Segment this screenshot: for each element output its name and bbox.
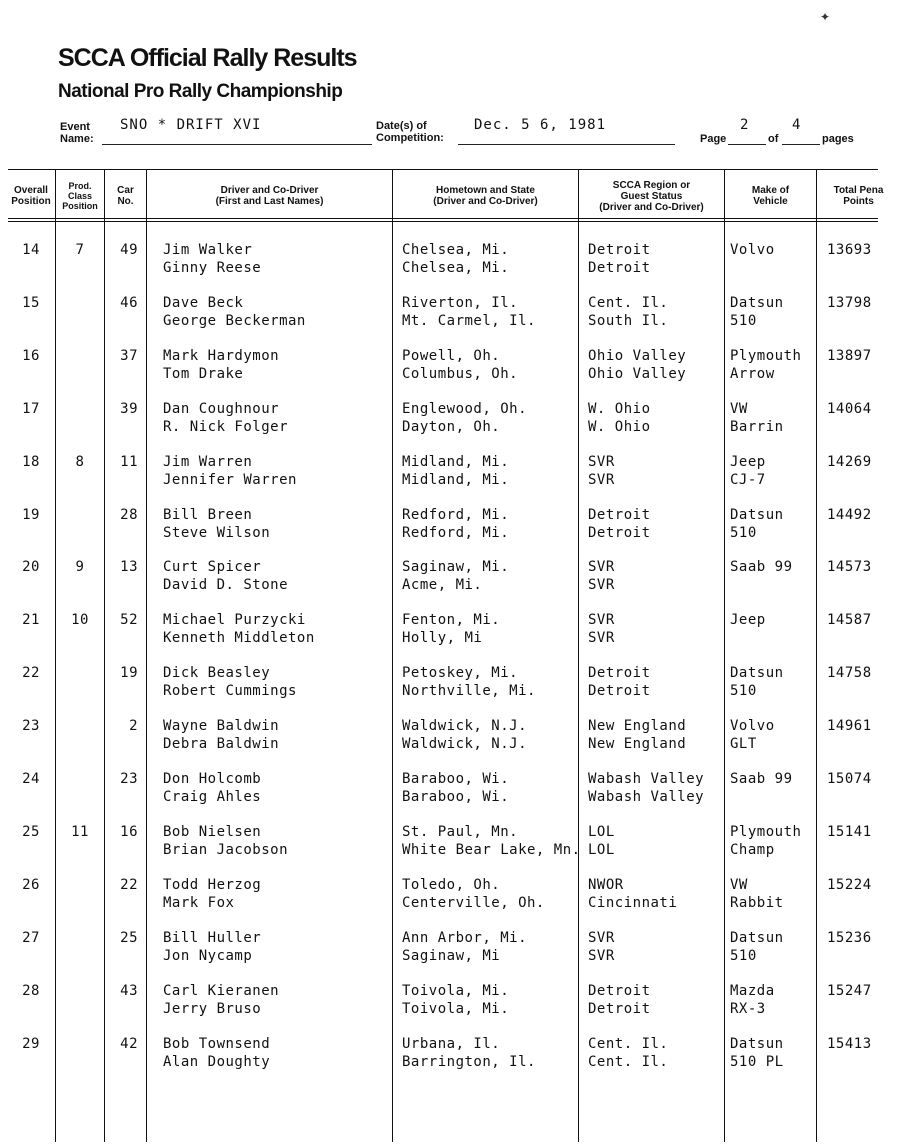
vehicle-make: Datsun: [730, 295, 784, 311]
driver-region: Wabash Valley: [588, 771, 705, 787]
vehicle-model: 510: [730, 683, 757, 699]
vehicle-model: 510: [730, 525, 757, 541]
col-header-driver: Driver and Co-Driver (First and Last Names): [215, 185, 324, 207]
codriver-hometown: Toivola, Mi.: [402, 1001, 510, 1017]
car-number: 39: [120, 401, 138, 417]
car-number: 37: [120, 348, 138, 364]
codriver-region: Detroit: [588, 525, 651, 541]
penalty-points: 14758: [827, 665, 872, 681]
codriver-name: R. Nick Folger: [163, 419, 289, 435]
driver-region: Cent. Il.: [588, 1036, 669, 1052]
table-header-rule-double: [8, 221, 878, 222]
driver-region: Ohio Valley: [588, 348, 687, 364]
vehicle-make: Datsun: [730, 1036, 784, 1052]
overall-position: 27: [22, 930, 40, 946]
driver-region: SVR: [588, 454, 615, 470]
vehicle-make: Datsun: [730, 665, 784, 681]
vehicle-make: Saab 99: [730, 771, 793, 787]
penalty-points: 15247: [827, 983, 872, 999]
codriver-hometown: Dayton, Oh.: [402, 419, 501, 435]
document-title: SCCA Official Rally Results: [58, 44, 357, 72]
col-divider-7: [816, 170, 817, 1142]
car-number: 25: [120, 930, 138, 946]
codriver-name: Robert Cummings: [163, 683, 297, 699]
col-divider-1: [55, 170, 56, 1142]
driver-region: Detroit: [588, 983, 651, 999]
document-subtitle: National Pro Rally Championship: [58, 81, 343, 102]
penalty-points: 14573: [827, 559, 872, 575]
vehicle-make: VW: [730, 877, 748, 893]
penalty-points: 14961: [827, 718, 872, 734]
penalty-points: 13798: [827, 295, 872, 311]
penalty-points: 14587: [827, 612, 872, 628]
codriver-region: SVR: [588, 472, 615, 488]
driver-hometown: Baraboo, Wi.: [402, 771, 510, 787]
codriver-hometown: Mt. Carmel, Il.: [402, 313, 536, 329]
codriver-region: South Il.: [588, 313, 669, 329]
driver-name: Todd Herzog: [163, 877, 262, 893]
col-header-car-number: Car No.: [117, 185, 134, 207]
driver-name: Curt Spicer: [163, 559, 262, 575]
driver-region: W. Ohio: [588, 401, 651, 417]
driver-region: Detroit: [588, 242, 651, 258]
penalty-points: 14492: [827, 507, 872, 523]
driver-hometown: Toivola, Mi.: [402, 983, 510, 999]
driver-hometown: St. Paul, Mn.: [402, 824, 519, 840]
codriver-hometown: Northville, Mi.: [402, 683, 536, 699]
col-header-overall-position: Overall Position: [11, 185, 51, 207]
event-name-value: SNO * DRIFT XVI: [120, 117, 262, 133]
col-divider-2: [104, 170, 105, 1142]
overall-position: 15: [22, 295, 40, 311]
class-position: 9: [75, 559, 85, 575]
col-header-points: Total Pena Points: [833, 185, 884, 207]
driver-hometown: Toledo, Oh.: [402, 877, 501, 893]
driver-name: Bob Townsend: [163, 1036, 271, 1052]
codriver-name: Kenneth Middleton: [163, 630, 315, 646]
overall-position: 24: [22, 771, 40, 787]
codriver-hometown: Redford, Mi.: [402, 525, 510, 541]
page-total-underline: [782, 144, 820, 145]
page-current: 2: [740, 117, 750, 133]
driver-hometown: Midland, Mi.: [402, 454, 510, 470]
overall-position: 26: [22, 877, 40, 893]
driver-hometown: Urbana, Il.: [402, 1036, 501, 1052]
codriver-region: LOL: [588, 842, 615, 858]
col-header-region: SCCA Region or Guest Status (Driver and Co-Driver): [599, 179, 704, 213]
codriver-name: Mark Fox: [163, 895, 235, 911]
codriver-name: Ginny Reese: [163, 260, 262, 276]
col-divider-3: [146, 170, 147, 1142]
codriver-region: Cincinnati: [588, 895, 678, 911]
driver-name: Dave Beck: [163, 295, 244, 311]
driver-name: Mark Hardymon: [163, 348, 280, 364]
page-label: Page: [700, 133, 727, 145]
col-header-class-position: Prod. Class Position: [62, 181, 98, 211]
class-position: 10: [71, 612, 89, 628]
driver-region: New England: [588, 718, 687, 734]
driver-hometown: Riverton, Il.: [402, 295, 519, 311]
penalty-points: 13693: [827, 242, 872, 258]
vehicle-model: 510: [730, 948, 757, 964]
driver-name: Wayne Baldwin: [163, 718, 280, 734]
competition-date-underline: [458, 144, 675, 145]
overall-position: 17: [22, 401, 40, 417]
driver-name: Dick Beasley: [163, 665, 271, 681]
col-divider-4: [392, 170, 393, 1142]
driver-name: Dan Coughnour: [163, 401, 280, 417]
codriver-region: Wabash Valley: [588, 789, 705, 805]
driver-name: Carl Kieranen: [163, 983, 280, 999]
codriver-region: W. Ohio: [588, 419, 651, 435]
penalty-points: 14269: [827, 454, 872, 470]
codriver-hometown: Midland, Mi.: [402, 472, 510, 488]
driver-name: Don Holcomb: [163, 771, 262, 787]
overall-position: 21: [22, 612, 40, 628]
codriver-name: Brian Jacobson: [163, 842, 289, 858]
driver-hometown: Petoskey, Mi.: [402, 665, 519, 681]
page-current-underline: [728, 144, 766, 145]
vehicle-model: 510: [730, 313, 757, 329]
car-number: 46: [120, 295, 138, 311]
codriver-name: Craig Ahles: [163, 789, 262, 805]
class-position: 11: [71, 824, 89, 840]
vehicle-model: Barrin: [730, 419, 784, 435]
vehicle-make: Plymouth: [730, 348, 802, 364]
table-top-rule: [8, 169, 878, 170]
codriver-hometown: Holly, Mi: [402, 630, 483, 646]
car-number: 23: [120, 771, 138, 787]
car-number: 19: [120, 665, 138, 681]
driver-region: NWOR: [588, 877, 624, 893]
codriver-hometown: Chelsea, Mi.: [402, 260, 510, 276]
car-number: 49: [120, 242, 138, 258]
vehicle-make: VW: [730, 401, 748, 417]
driver-region: SVR: [588, 559, 615, 575]
codriver-hometown: Waldwick, N.J.: [402, 736, 528, 752]
class-position: 7: [75, 242, 85, 258]
scan-mark: ✦: [820, 10, 831, 24]
overall-position: 14: [22, 242, 40, 258]
codriver-hometown: Columbus, Oh.: [402, 366, 519, 382]
competition-date-value: Dec. 5 6, 1981: [474, 117, 607, 133]
driver-region: Cent. Il.: [588, 295, 669, 311]
codriver-region: Detroit: [588, 683, 651, 699]
driver-name: Bob Nielsen: [163, 824, 262, 840]
driver-hometown: Redford, Mi.: [402, 507, 510, 523]
col-header-make: Make of Vehicle: [751, 185, 790, 207]
of-label: of: [768, 133, 779, 145]
overall-position: 28: [22, 983, 40, 999]
codriver-region: Detroit: [588, 260, 651, 276]
overall-position: 29: [22, 1036, 40, 1052]
col-header-hometown: Hometown and State (Driver and Co-Driver): [433, 185, 538, 207]
car-number: 22: [120, 877, 138, 893]
overall-position: 16: [22, 348, 40, 364]
codriver-name: George Beckerman: [163, 313, 306, 329]
event-name-label: Event Name:: [60, 121, 94, 145]
vehicle-make: Jeep: [730, 454, 766, 470]
codriver-hometown: Baraboo, Wi.: [402, 789, 510, 805]
car-number: 11: [120, 454, 138, 470]
vehicle-make: Datsun: [730, 507, 784, 523]
driver-name: Michael Purzycki: [163, 612, 306, 628]
car-number: 52: [120, 612, 138, 628]
driver-hometown: Ann Arbor, Mi.: [402, 930, 528, 946]
codriver-name: Alan Doughty: [163, 1054, 271, 1070]
vehicle-model: 510 PL: [730, 1054, 784, 1070]
overall-position: 23: [22, 718, 40, 734]
vehicle-model: Arrow: [730, 366, 775, 382]
car-number: 42: [120, 1036, 138, 1052]
car-number: 13: [120, 559, 138, 575]
vehicle-make: Saab 99: [730, 559, 793, 575]
vehicle-make: Mazda: [730, 983, 775, 999]
codriver-name: Tom Drake: [163, 366, 244, 382]
col-divider-5: [578, 170, 579, 1142]
overall-position: 20: [22, 559, 40, 575]
codriver-region: SVR: [588, 948, 615, 964]
car-number: 43: [120, 983, 138, 999]
driver-region: SVR: [588, 612, 615, 628]
codriver-name: Jennifer Warren: [163, 472, 297, 488]
car-number: 2: [129, 718, 138, 734]
driver-region: Detroit: [588, 507, 651, 523]
codriver-hometown: White Bear Lake, Mn.: [402, 842, 581, 858]
vehicle-make: Jeep: [730, 612, 766, 628]
vehicle-make: Datsun: [730, 930, 784, 946]
driver-hometown: Waldwick, N.J.: [402, 718, 528, 734]
penalty-points: 15413: [827, 1036, 872, 1052]
vehicle-model: CJ-7: [730, 472, 766, 488]
driver-hometown: Saginaw, Mi.: [402, 559, 510, 575]
penalty-points: 13897: [827, 348, 872, 364]
codriver-region: New England: [588, 736, 687, 752]
codriver-region: SVR: [588, 630, 615, 646]
competition-date-label: Date(s) of Competition:: [376, 120, 444, 144]
codriver-name: Debra Baldwin: [163, 736, 280, 752]
codriver-name: Steve Wilson: [163, 525, 271, 541]
vehicle-make: Plymouth: [730, 824, 802, 840]
codriver-region: Ohio Valley: [588, 366, 687, 382]
penalty-points: 15141: [827, 824, 872, 840]
codriver-region: SVR: [588, 577, 615, 593]
table-header-rule: [8, 218, 878, 219]
car-number: 16: [120, 824, 138, 840]
codriver-hometown: Acme, Mi.: [402, 577, 483, 593]
codriver-name: Jerry Bruso: [163, 1001, 262, 1017]
driver-region: SVR: [588, 930, 615, 946]
driver-region: Detroit: [588, 665, 651, 681]
page-total: 4: [792, 117, 802, 133]
vehicle-model: Rabbit: [730, 895, 784, 911]
overall-position: 18: [22, 454, 40, 470]
driver-name: Bill Huller: [163, 930, 262, 946]
codriver-region: Cent. Il.: [588, 1054, 669, 1070]
driver-hometown: Fenton, Mi.: [402, 612, 501, 628]
driver-region: LOL: [588, 824, 615, 840]
driver-name: Jim Walker: [163, 242, 253, 258]
penalty-points: 15074: [827, 771, 872, 787]
driver-name: Bill Breen: [163, 507, 253, 523]
vehicle-make: Volvo: [730, 718, 775, 734]
car-number: 28: [120, 507, 138, 523]
vehicle-model: Champ: [730, 842, 775, 858]
driver-hometown: Powell, Oh.: [402, 348, 501, 364]
vehicle-make: Volvo: [730, 242, 775, 258]
codriver-name: Jon Nycamp: [163, 948, 253, 964]
overall-position: 22: [22, 665, 40, 681]
overall-position: 19: [22, 507, 40, 523]
overall-position: 25: [22, 824, 40, 840]
codriver-hometown: Barrington, Il.: [402, 1054, 536, 1070]
codriver-name: David D. Stone: [163, 577, 289, 593]
driver-name: Jim Warren: [163, 454, 253, 470]
vehicle-model: RX-3: [730, 1001, 766, 1017]
class-position: 8: [75, 454, 85, 470]
penalty-points: 15224: [827, 877, 872, 893]
codriver-hometown: Centerville, Oh.: [402, 895, 545, 911]
penalty-points: 15236: [827, 930, 872, 946]
col-divider-6: [724, 170, 725, 1142]
event-name-underline: [102, 144, 372, 145]
vehicle-model: GLT: [730, 736, 757, 752]
driver-hometown: Chelsea, Mi.: [402, 242, 510, 258]
penalty-points: 14064: [827, 401, 872, 417]
pages-label: pages: [822, 133, 854, 145]
driver-hometown: Englewood, Oh.: [402, 401, 528, 417]
codriver-region: Detroit: [588, 1001, 651, 1017]
codriver-hometown: Saginaw, Mi: [402, 948, 501, 964]
